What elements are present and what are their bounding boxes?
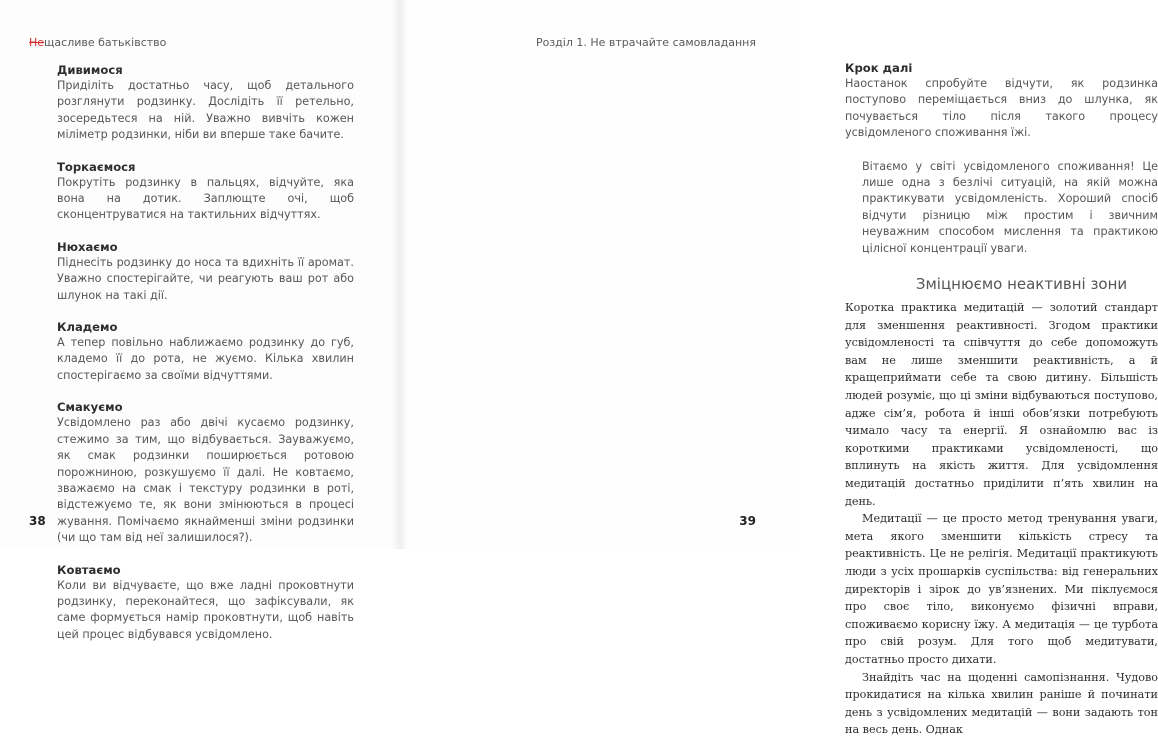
section-touching xyxy=(57,159,354,224)
section-body: А тепер повільно наближаємо родзинку до губ, кладемо її до рота, не жуємо. Кілька хвилин спостерігаємо за своїми відчуттями. xyxy=(57,336,354,382)
left-column xyxy=(57,62,354,658)
section-body: Піднесіть родзинку до носа та вдихніть її аромат. Уважно спостерігайте, чи реагують ваш рот або шлунок на такі дії. xyxy=(57,255,354,302)
section-smelling xyxy=(57,239,354,304)
section-looking xyxy=(57,62,354,144)
step-further-body: Наостанок спробуйте відчути, як родзинка поступово переміщається вниз до шлунка, як почувається тіло після такого процесу усвідомленого споживання їжі. xyxy=(845,77,1158,140)
running-head-struck-prefix: Не xyxy=(29,36,45,49)
section-body: Усвідомлено раз або двічі кусаємо родзинку, стежимо за тим, що відбувається. Зауважуємо, як смак родзинки поширюється ротовою порожниною, розкушуємо її далі. Не ковтаємо, зважаємо на смак і текстуру родзинки в роті, відстежуємо те, як вони змінюються в процесі жування. Помічаємо якнайменші зміни родзинки (чи що там від неї залишилося?). xyxy=(57,416,354,545)
section-subheading: Зміцнюємо неактивні зони xyxy=(915,275,1128,294)
section-title: Ковтаємо xyxy=(57,562,121,577)
section-swallowing xyxy=(57,562,354,644)
section-body: Покрутіть родзинку в пальцях, відчуйте, яка вона на дотик. Заплющте очі, щоб сконцентруватися на тактильних відчуттях. xyxy=(57,175,354,222)
left-page xyxy=(0,0,400,641)
body-paragraph: Коротка практика медитацій — золотий стандарт для зменшення реактивності. Згодом практики усвідомленості та співчуття до себе допоможуть вам не лише зменшити реактивність, а й кращеприймати себе та свою дитину. Більшість людей розуміє, що ці зміни відбуваються поступово, адже сім’я, робота й інші обов’язки потребують чимало часу та енергії. Я ознайомлю вас із короткими практиками усвідомленості, що вплинуть на якість життя. Для усвідомлення медитацій достатньо приділити п’ять хвилин на день. xyxy=(845,301,1158,508)
section-body: Приділіть достатньо часу, щоб детального розглянути родзинку. Дослідіть її ретельно, зосередьтеся на ній. Уважно вивчіть кожен міліметр родзинки, ніби ви вперше таке бачите. xyxy=(57,79,354,142)
body-paragraph: Знайдіть час на щоденні самопізнання. Чудово прокидатися на кілька хвилин раніше й починати день з усвідомлених медитацій — вони задають тон на весь день. Однак xyxy=(845,670,1158,737)
welcome-paragraph: Вітаємо у світі усвідомленого споживання! Це лише одна з безлічі ситуацій, на якій можна практикувати усвідомленість. Хороший спосіб відчути різницю між простим і звичним неуважним способом мислення та практикою цілісної концентрації уваги. xyxy=(862,159,1158,255)
step-further-title: Крок далі xyxy=(845,61,913,75)
right-page xyxy=(400,0,1158,737)
section-tasting xyxy=(57,399,354,546)
section-title: Торкаємося xyxy=(57,159,136,174)
right-column xyxy=(845,60,1158,739)
section-body: Коли ви відчуваєте, що вже ладні проковтнути родзинку, переконайтеся, що зафіксували, як саме формується намір проковтнути, щоб навіть цей процес відбувався усвідомлено. xyxy=(57,578,354,641)
body-text xyxy=(845,299,1158,739)
section-title: Кладемо xyxy=(57,320,118,335)
running-head-book-title xyxy=(29,36,166,49)
running-head-chapter: Розділ 1. Не втрачайте самовладання xyxy=(535,36,756,49)
section-title: Дивимося xyxy=(57,63,123,77)
running-head-title-rest: щасливе батьківство xyxy=(44,36,167,49)
section-title: Смакуємо xyxy=(57,400,123,415)
section-placing xyxy=(57,319,354,384)
body-paragraph: Медитації — це просто метод тренування уваги, мета якого зменшити кількість стресу та реактивність. Це не релігія. Медитації практикують люди з усіх прошарків суспільства: від генеральних директорів і зірок до ув’язнених. Ми піклуємося про своє тіло, виконуємо фізичні вправи, споживаємо корисну їжу. А медитація — це турбота про свій розум. Для того щоб медитувати, достатньо просто дихати. xyxy=(845,512,1158,666)
page-number-left: 38 xyxy=(29,514,46,528)
page-number-right: 39 xyxy=(739,514,756,528)
section-title: Нюхаємо xyxy=(57,239,118,254)
book-gutter-shadow xyxy=(392,0,408,549)
